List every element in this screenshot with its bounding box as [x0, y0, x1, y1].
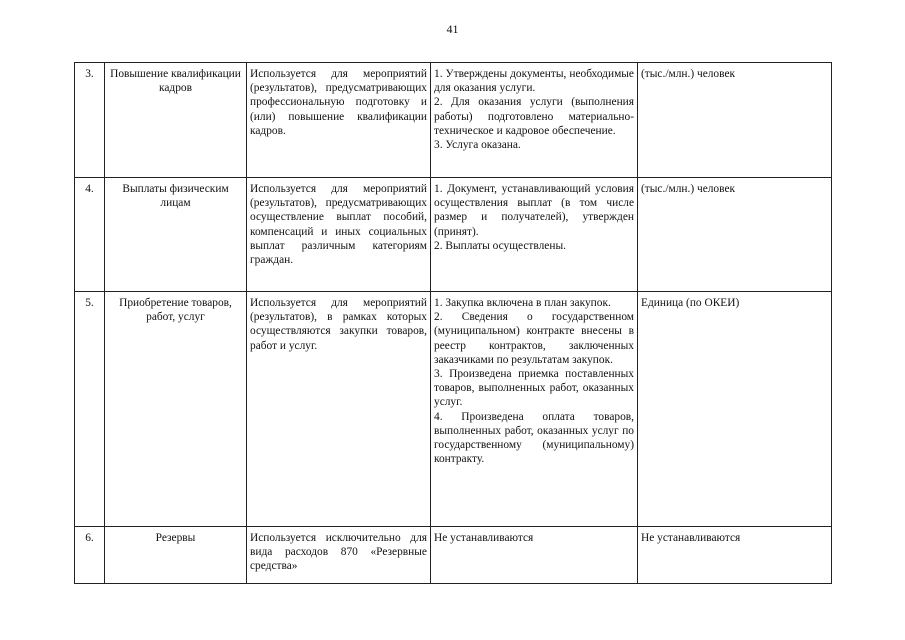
usage-description: Используется исключительно для вида расходов 870 «Резервные средства»: [247, 527, 431, 584]
row-number: 4.: [75, 178, 105, 292]
table-row: [75, 178, 832, 292]
results-cell: [431, 527, 638, 584]
unit-of-measure: Единица (по ОКЕИ): [638, 292, 832, 527]
results-cell: [431, 292, 638, 527]
unit-of-measure: Не устанавливаются: [638, 527, 832, 584]
row-number: 5.: [75, 292, 105, 527]
measure-type-name: Резервы: [105, 527, 247, 584]
measure-type-name: Выплаты физическим лицам: [105, 178, 247, 292]
result-item: 4. Произведена оплата товаров, выполненных работ, оказанных услуг по государственному (муниципальному) контракту.: [434, 410, 634, 466]
row-number: 3.: [75, 63, 105, 178]
measure-type-name: Приобретение товаров, работ, услуг: [105, 292, 247, 527]
results-cell: [431, 63, 638, 178]
unit-of-measure: (тыс./млн.) человек: [638, 63, 832, 178]
result-item: 1. Закупка включена в план закупок.: [434, 297, 611, 309]
table-row: [75, 527, 832, 584]
result-item: 1. Документ, устанавливающий условия осуществления выплат (в том числе размер и получателей), утвержден (принят).: [434, 183, 634, 238]
table-row: [75, 292, 832, 527]
result-item: 3. Услуга оказана.: [434, 139, 521, 152]
table-row: [75, 63, 832, 178]
measures-table: [74, 62, 832, 584]
measure-type-name: Повышение квалификации кадров: [105, 63, 247, 178]
result-item: 1. Утверждены документы, необходимые для оказания услуги.: [434, 68, 634, 95]
result-item: 2. Сведения о государственном (муниципальном) контракте внесены в реестр контрактов, заключенных заказчиками по результатам закупок.: [434, 311, 634, 366]
unit-of-measure: (тыс./млн.) человек: [638, 178, 832, 292]
row-number: 6.: [75, 527, 105, 584]
result-item: 2. Для оказания услуги (выполнения работы) подготовлено материально-техническое и кадровое обеспечение.: [434, 96, 634, 137]
usage-description: Используется для мероприятий (результатов), в рамках которых осуществляются закупки товаров, работ и услуг.: [247, 292, 431, 527]
result-item: Не устанавливаются: [434, 532, 534, 544]
page-number: 41: [446, 22, 459, 36]
result-item: 3. Произведена приемка поставленных товаров, выполненных работ, оказанных услуг.: [434, 368, 634, 409]
usage-description: Используется для мероприятий (результатов), предусматривающих осуществление выплат пособий, компенсаций и иных социальных выплат различным категориям граждан.: [247, 178, 431, 292]
usage-description: Используется для мероприятий (результатов), предусматривающих профессиональную подготовку и (или) повышение квалификации кадров.: [247, 63, 431, 178]
result-item: 2. Выплаты осуществлены.: [434, 239, 566, 252]
results-cell: [431, 178, 638, 292]
